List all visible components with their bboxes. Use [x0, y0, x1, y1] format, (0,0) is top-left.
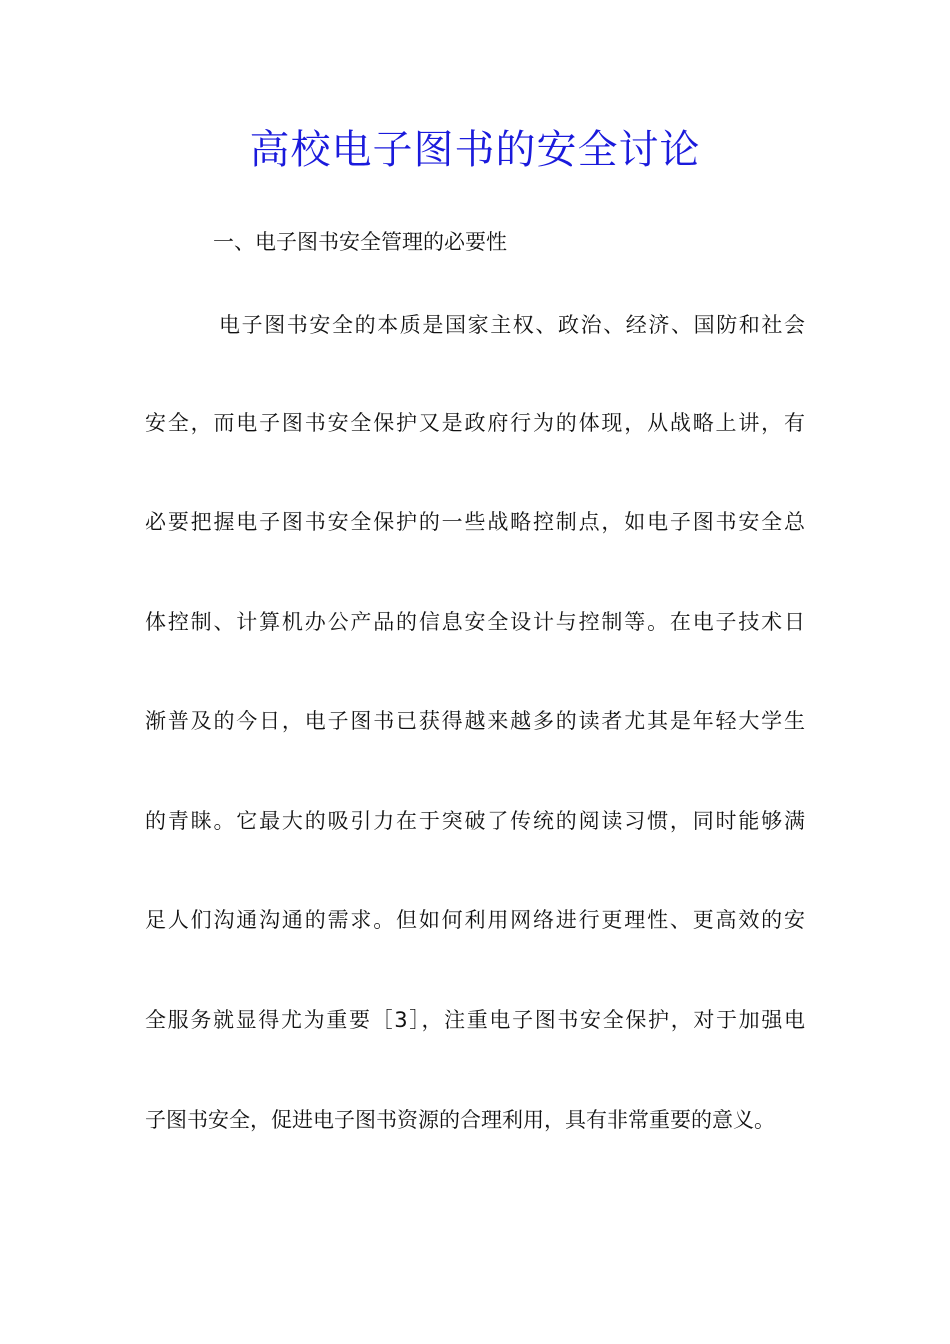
paragraph-line: 足人们沟通沟通的需求。但如何利用网络进行更理性、更高效的安	[145, 908, 805, 932]
paragraph-line: 安全，而电子图书安全保护又是政府行为的体现，从战略上讲，有	[145, 411, 805, 435]
paragraph-line: 电子图书安全的本质是国家主权、政治、经济、国防和社会	[219, 313, 805, 337]
paragraph-line: 全服务就显得尤为重要［3］，注重电子图书安全保护，对于加强电	[145, 1008, 805, 1032]
paragraph-line: 体控制、计算机办公产品的信息安全设计与控制等。在电子技术日	[145, 610, 805, 634]
document-title: 高校电子图书的安全讨论	[249, 127, 701, 173]
paragraph-line: 的青睐。它最大的吸引力在于突破了传统的阅读习惯，同时能够满	[145, 809, 805, 833]
paragraph-line: 必要把握电子图书安全保护的一些战略控制点，如电子图书安全总	[145, 510, 805, 534]
section-heading: 一、电子图书安全管理的必要性	[213, 230, 507, 254]
paragraph-line: 渐普及的今日，电子图书已获得越来越多的读者尤其是年轻大学生	[145, 709, 805, 733]
paragraph-line: 子图书安全，促进电子图书资源的合理利用，具有非常重要的意义。	[145, 1108, 775, 1132]
